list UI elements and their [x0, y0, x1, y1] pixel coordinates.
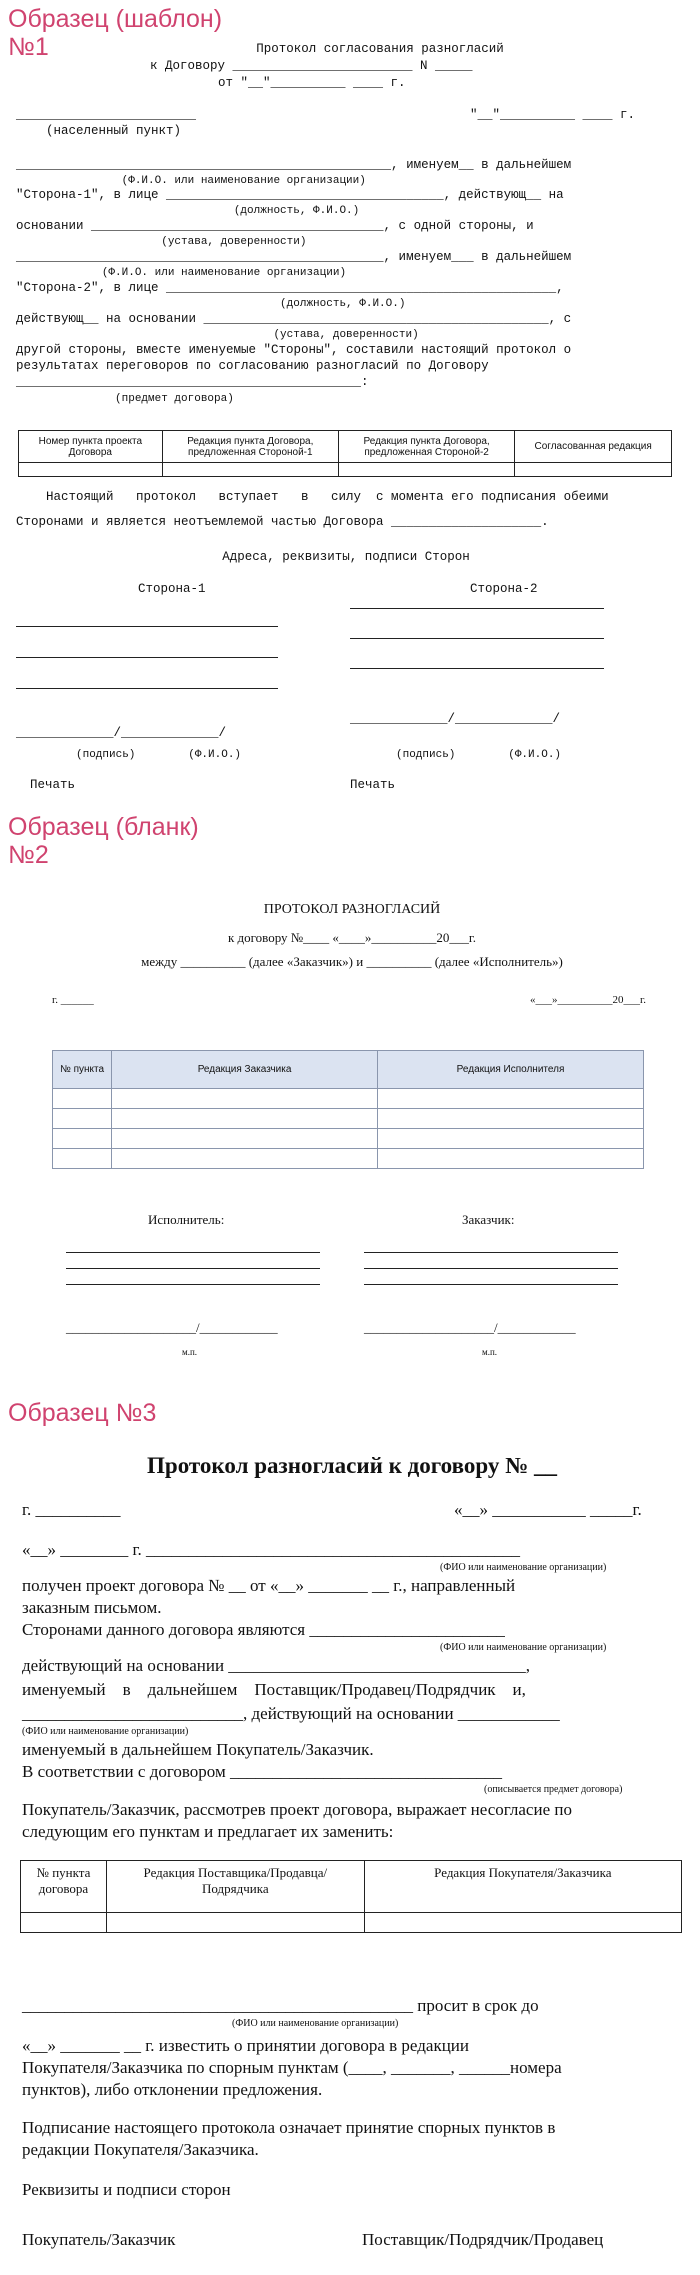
buyer-line: Покупатель/Заказчик, рассмотрев проект договора, выражает несогласие по [22, 1800, 572, 1819]
seal-label-2: Печать [350, 778, 396, 792]
table-header: Редакция пункта Договора, предложенная Стороной-2 [338, 431, 514, 463]
table-cell [378, 1089, 644, 1109]
section-3-heading: Образец №3 [8, 1399, 157, 1427]
executor-label: Исполнитель: [148, 1212, 225, 1227]
requisites-line [364, 1268, 618, 1269]
body-line: основании _______________________________________, с одной стороны, и [16, 219, 534, 233]
table-cell [53, 1109, 112, 1129]
note-fio-org: (ФИО или наименование организации) [232, 2018, 399, 2029]
requisites-line [364, 1252, 618, 1253]
table-cell [338, 463, 514, 477]
body-line: результатах переговоров по согласованию разногласий по Договору [16, 359, 489, 373]
contract-reference: к Договору ________________________ N _____ [150, 59, 473, 73]
table-cell [364, 1913, 681, 1933]
note-fio-org: (ФИО или наименование организации) [22, 1726, 189, 1737]
table-cell [53, 1129, 112, 1149]
effect-text: Настоящий протокол вступает в силу с момента его подписания обеими [16, 490, 609, 504]
table-cell [515, 463, 672, 477]
section-2-number: №2 [8, 841, 49, 869]
disagreements-table-3 [20, 1860, 682, 1933]
body-line: (должность, Ф.И.О.) [16, 298, 406, 310]
requisites-line [16, 688, 278, 689]
contract-date: от "__"__________ ____ г. [218, 76, 406, 90]
blank-parties: между __________ (далее «Заказчик») и __________ (далее «Исполнитель») [141, 954, 563, 969]
addresses-heading: Адреса, реквизиты, подписи Сторон [222, 550, 470, 564]
table-header: Редакция Покупателя/Заказчика [364, 1861, 681, 1913]
disagreements-table-2 [52, 1050, 644, 1169]
requisites-line [350, 608, 604, 609]
table-header: Редакция Поставщика/Продавца/Подрядчика [106, 1861, 364, 1913]
table-cell [106, 1913, 364, 1933]
table-cell [378, 1109, 644, 1129]
body-line: (устава, доверенности) [16, 236, 307, 248]
requisites-line [66, 1268, 320, 1269]
city-line: г. __________ [22, 1500, 121, 1519]
table-cell [21, 1913, 107, 1933]
signature-caption-2: (подпись) (Ф.И.О.) [396, 749, 562, 761]
table-header: Редакция Заказчика [112, 1051, 378, 1089]
table-header: Номер пункта проекта Договора [19, 431, 163, 463]
requisites-heading: Реквизиты и подписи сторон [22, 2180, 231, 2199]
registered-line: заказным письмом. [22, 1598, 162, 1617]
requisites-line [16, 657, 278, 658]
body-line: (Ф.И.О. или наименование организации) [16, 267, 347, 279]
blank-date: «___»__________20___г. [530, 994, 647, 1006]
customer-label: Заказчик: [462, 1212, 515, 1227]
note-subject: (описывается предмет договора) [484, 1784, 623, 1795]
named-line: именуемый в дальнейшем Покупатель/Заказчик. [22, 1740, 374, 1759]
effect-text: Сторонами и является неотъемлемой частью Договора ____________________. [16, 515, 549, 529]
notify-line: пунктов), либо отклонении предложения. [22, 2080, 323, 2099]
buyer-line: следующим его пунктам и предлагает их заменить: [22, 1822, 394, 1841]
table-cell [162, 463, 338, 477]
section-2-heading: Образец (бланк) [8, 813, 199, 841]
date-line-right: «__» ___________ _____г. [454, 1500, 642, 1519]
named-line: __________________________, действующий на основании ____________ [22, 1704, 560, 1723]
signature-line-1: _____________/_____________/ [16, 726, 227, 740]
requisites-line [364, 1284, 618, 1285]
body-line: __________________________________________________, именуем__ в дальнейшем [16, 158, 572, 172]
stamp-label-customer: м.п. [482, 1347, 498, 1357]
supplier-signature-label: Поставщик/Подрядчик/Продавец [362, 2230, 604, 2249]
parties-line: Сторонами данного договора являются _______________________ [22, 1620, 505, 1639]
requisites-line [350, 668, 604, 669]
sample-3-title: Протокол разногласий к договору № __ [147, 1453, 557, 1478]
requisites-line [16, 626, 278, 627]
table-header: Редакция Исполнителя [378, 1051, 644, 1089]
table-cell [112, 1109, 378, 1129]
signing-line: редакции Покупателя/Заказчика. [22, 2140, 259, 2159]
seal-label-1: Печать [30, 778, 76, 792]
body-line: "Сторона-1", в лице _____________________________________, действующ__ на [16, 188, 564, 202]
side-1-label: Сторона-1 [138, 582, 206, 596]
received-line: получен проект договора № __ от «__» _______ __ г., направленный [22, 1576, 516, 1595]
body-line: "Сторона-2", в лице ____________________________________________________, [16, 281, 564, 295]
table-cell [53, 1089, 112, 1109]
disagreements-table-1 [18, 430, 672, 477]
signing-line: Подписание настоящего протокола означает принятие спорных пунктов в [22, 2118, 556, 2137]
body-line: (устава, доверенности) [16, 329, 419, 341]
signature-caption-1: (подпись) (Ф.И.О.) [76, 749, 242, 761]
signature-line-executor: ____________________/____________ [66, 1320, 278, 1335]
note-fio-org: (ФИО или наименование организации) [440, 1642, 607, 1653]
document-date: "__"__________ ____ г. [470, 108, 636, 122]
table-cell [53, 1149, 112, 1169]
table-cell [112, 1129, 378, 1149]
table-cell [112, 1089, 378, 1109]
signature-line-customer: ____________________/____________ [364, 1320, 576, 1335]
protocol-title: Протокол согласования разногласий [256, 42, 504, 56]
body-line: (должность, Ф.И.О.) [16, 205, 360, 217]
body-line: другой стороны, вместе именуемые "Стороны", составили настоящий протокол о [16, 343, 572, 357]
section-1-heading: Образец (шаблон) [8, 5, 223, 33]
notify-line: «__» _______ __ г. известить о принятии договора в редакции [22, 2036, 470, 2055]
table-cell [378, 1129, 644, 1149]
blank-title: ПРОТОКОЛ РАЗНОГЛАСИЙ [263, 902, 441, 917]
note-fio-org: (ФИО или наименование организации) [440, 1562, 607, 1573]
buyer-signature-label: Покупатель/Заказчик [22, 2230, 176, 2249]
date-line-left: «__» ________ г. ____________________________________________ [22, 1540, 521, 1559]
table-cell [378, 1149, 644, 1169]
request-line: ______________________________________________ просит в срок до [22, 1996, 539, 2015]
body-line: (Ф.И.О. или наименование организации) [16, 175, 366, 187]
table-header: Редакция пункта Договора, предложенная Стороной-1 [162, 431, 338, 463]
table-cell [112, 1149, 378, 1169]
table-header: № пункта договора [21, 1861, 107, 1913]
signature-line-2: _____________/_____________/ [350, 712, 561, 726]
requisites-line [66, 1284, 320, 1285]
table-header: Согласованная редакция [515, 431, 672, 463]
blank-city: г. ______ [52, 994, 94, 1006]
body-line: действующ__ на основании ______________________________________________, с [16, 312, 572, 326]
acting-line: действующий на основании ___________________________________, [22, 1656, 531, 1675]
side-2-label: Сторона-2 [470, 582, 538, 596]
requisites-line [66, 1252, 320, 1253]
according-line: В соответствии с договором ________________________________ [22, 1762, 502, 1781]
blank-contract-reference: к договору №____ «____»__________20___г. [227, 930, 477, 945]
named-line: именуемый в дальнейшем Поставщик/Продавец/Подрядчик и, [22, 1680, 526, 1699]
stamp-label-executor: м.п. [182, 1347, 198, 1357]
notify-line: Покупателя/Заказчика по спорным пунктам (____, _______, ______номера [22, 2058, 562, 2077]
table-header: № пункта [53, 1051, 112, 1089]
place-label: (населенный пункт) [46, 124, 182, 138]
body-line: ______________________________________________: [16, 375, 369, 389]
section-1-number: №1 [8, 33, 49, 61]
place-line: ________________________ [16, 108, 197, 122]
table-cell [19, 463, 163, 477]
requisites-line [350, 638, 604, 639]
body-line: (предмет договора) [16, 393, 234, 405]
body-line: _________________________________________________, именуем___ в дальнейшем [16, 250, 572, 264]
